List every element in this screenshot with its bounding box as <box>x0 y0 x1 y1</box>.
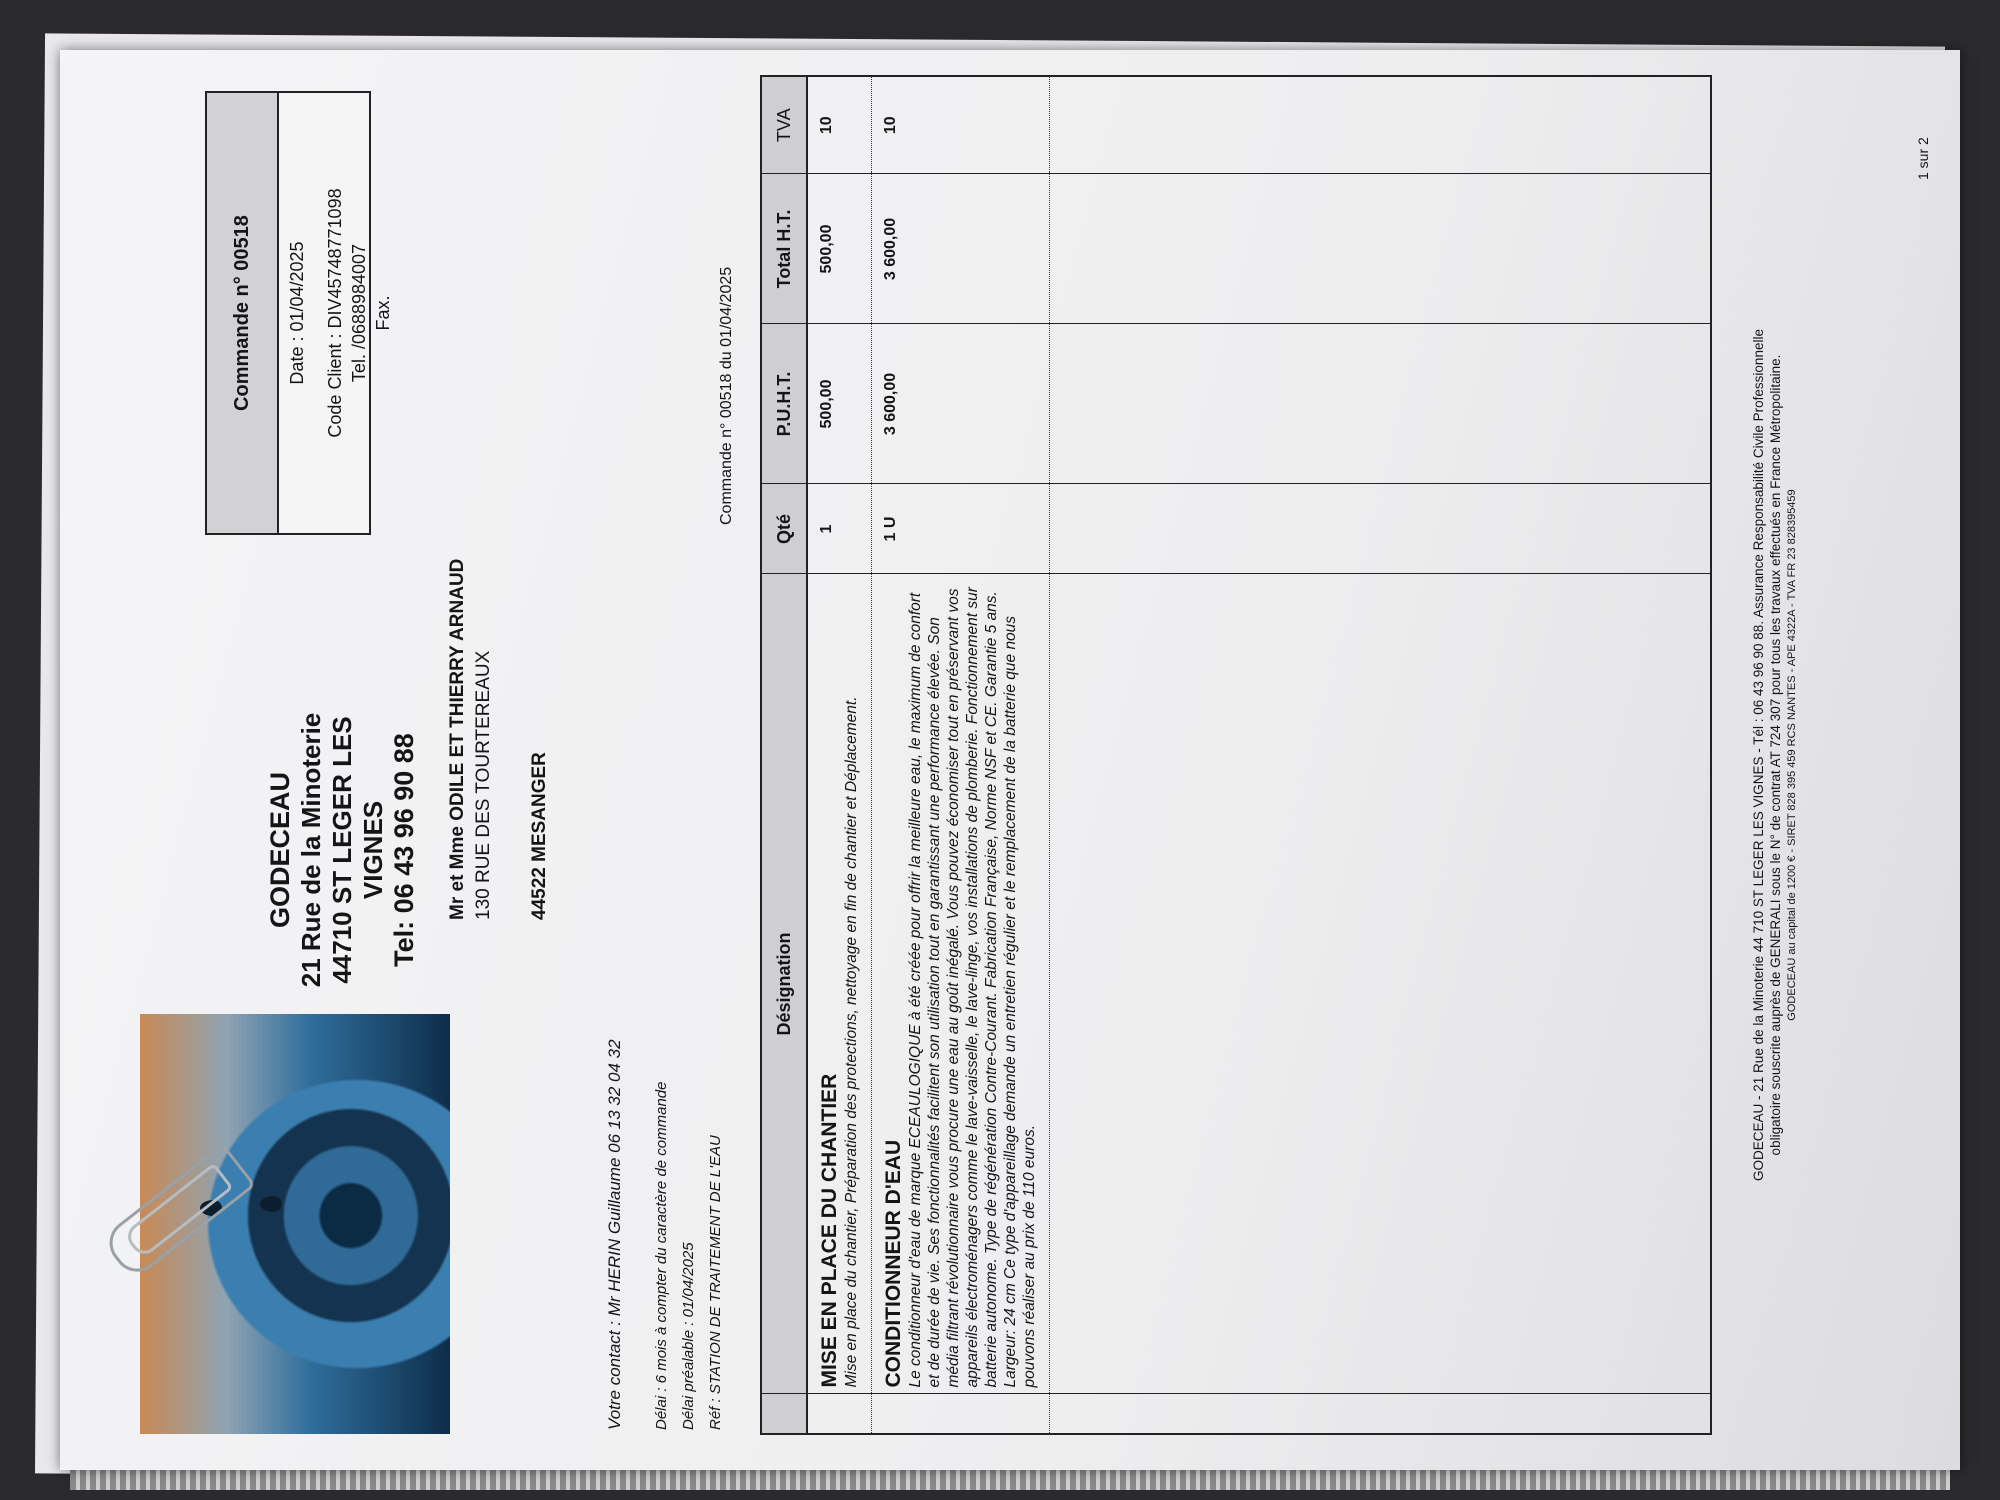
item-qty: 1 <box>807 484 872 574</box>
item-description: Le conditionneur d'eau de marque ECEAULOGIQUE à été créée pour offrir la meilleure eau, le maximum de confort et de durée de vie. Ses fonctionnalités facilitent son utilisation tout en garantissant une performance élevée. Son média filtrant révolutionnaire vous procure une eau au goût inégalé. Vous pouvez économiser tout en préservant vos appareils électroménagers comme le lave-vaisselle, le lave-linge, vos installations de plomberie. Fonctionnement sur batterie autonome. Type de régénération Contre-Courant. Fabrication Française, Norme NSF et CE. Garantie 5 ans. Largeur: 24 cm Ce type d'appareillage demande un entretien régulier et le remplacement de la batterie que nous pouvons réaliser au prix de 110 euros. <box>907 587 1038 1388</box>
col-unit-price: P.U.H.T. <box>761 324 807 484</box>
item-qty: 1 U <box>872 484 1050 574</box>
client-name: Mr et Mme ODILE ET THIERRY ARNAUD <box>447 558 468 920</box>
order-document <box>60 50 1960 1470</box>
order-date: Date : 01/04/2025 <box>287 241 307 385</box>
company-block <box>265 700 420 1000</box>
footer-line-1: GODECEAU - 21 Rue de la Minoterie 44 710 ST LEGER LES VIGNES - Tél : 06 43 96 90 88. Assurance Responsabilité Civile Professionnelle <box>1751 329 1766 1181</box>
drop-icon <box>260 1196 282 1212</box>
order-number: Commande n° 00518 <box>207 93 279 533</box>
item-title: MISE EN PLACE DU CHANTIER <box>818 1073 841 1388</box>
client-fax: Fax. <box>373 295 393 331</box>
company-name: GODECEAU <box>265 772 295 929</box>
item-unit-price: 3 600,00 <box>872 324 1050 484</box>
table-row <box>872 76 1050 1434</box>
document-content <box>60 50 1960 1470</box>
item-tva: 10 <box>807 76 872 174</box>
reference-text: Réf : STATION DE TRAITEMENT DE L'EAU <box>707 1135 724 1430</box>
delay-text: Délai : 6 mois à compter du caractère de commande <box>653 1081 670 1430</box>
page-number: 1 sur 2 <box>1915 137 1931 180</box>
client-city: 44522 MESANGER <box>529 752 550 920</box>
company-address-1: 21 Rue de la Minoterie <box>296 712 326 988</box>
item-tva: 10 <box>872 76 1050 174</box>
item-unit-price: 500,00 <box>807 324 872 484</box>
col-tva: TVA <box>761 76 807 174</box>
items-table <box>760 75 1712 1435</box>
table-row <box>807 76 872 1434</box>
legal-footer <box>1750 80 1801 1430</box>
company-address-2: 44710 ST LEGER LES VIGNES <box>327 716 388 984</box>
client-address <box>445 559 553 920</box>
col-designation: Désignation <box>761 574 807 1394</box>
client-code: Code Client : DIV45748771098 <box>325 188 345 438</box>
footer-line-3: GODECEAU au capital de 1200 € - SIRET 828 395 459 RCS NANTES - APE 4322A - TVA FR 23 828395459 <box>1786 489 1798 1021</box>
order-reference: Commande n° 00518 du 01/04/2025 <box>718 266 735 525</box>
col-qty: Qté <box>761 484 807 574</box>
footer-line-2: obligatoire souscrite auprès de GENERALI sous le N° de contrat AT 724 307 pour tous les travaux effectués en France Métropolitaine. <box>1768 354 1783 1156</box>
item-total: 500,00 <box>807 174 872 324</box>
col-total: Total H.T. <box>761 174 807 324</box>
table-empty-area <box>1050 76 1712 1434</box>
item-description: Mise en place du chantier, Préparation des protections, nettoyage en fin de chantier et Déplacement. <box>843 696 860 1388</box>
prior-delay-text: Délai préalable : 01/04/2025 <box>680 1242 697 1430</box>
contact-line: Votre contact : Mr HERIN Guillaume 06 13 32 04 32 <box>605 1039 624 1430</box>
delays-block <box>648 1082 729 1431</box>
company-phone: Tel: 06 43 96 90 88 <box>389 733 419 967</box>
client-street: 130 RUE DES TOURTEREAUX <box>473 650 494 920</box>
item-total: 3 600,00 <box>872 174 1050 324</box>
order-info-box <box>205 91 393 535</box>
item-title: CONDITIONNEUR D'EAU <box>882 1139 905 1388</box>
client-phone: Tel. /0688984007 <box>349 243 369 383</box>
col-empty <box>761 1394 807 1434</box>
